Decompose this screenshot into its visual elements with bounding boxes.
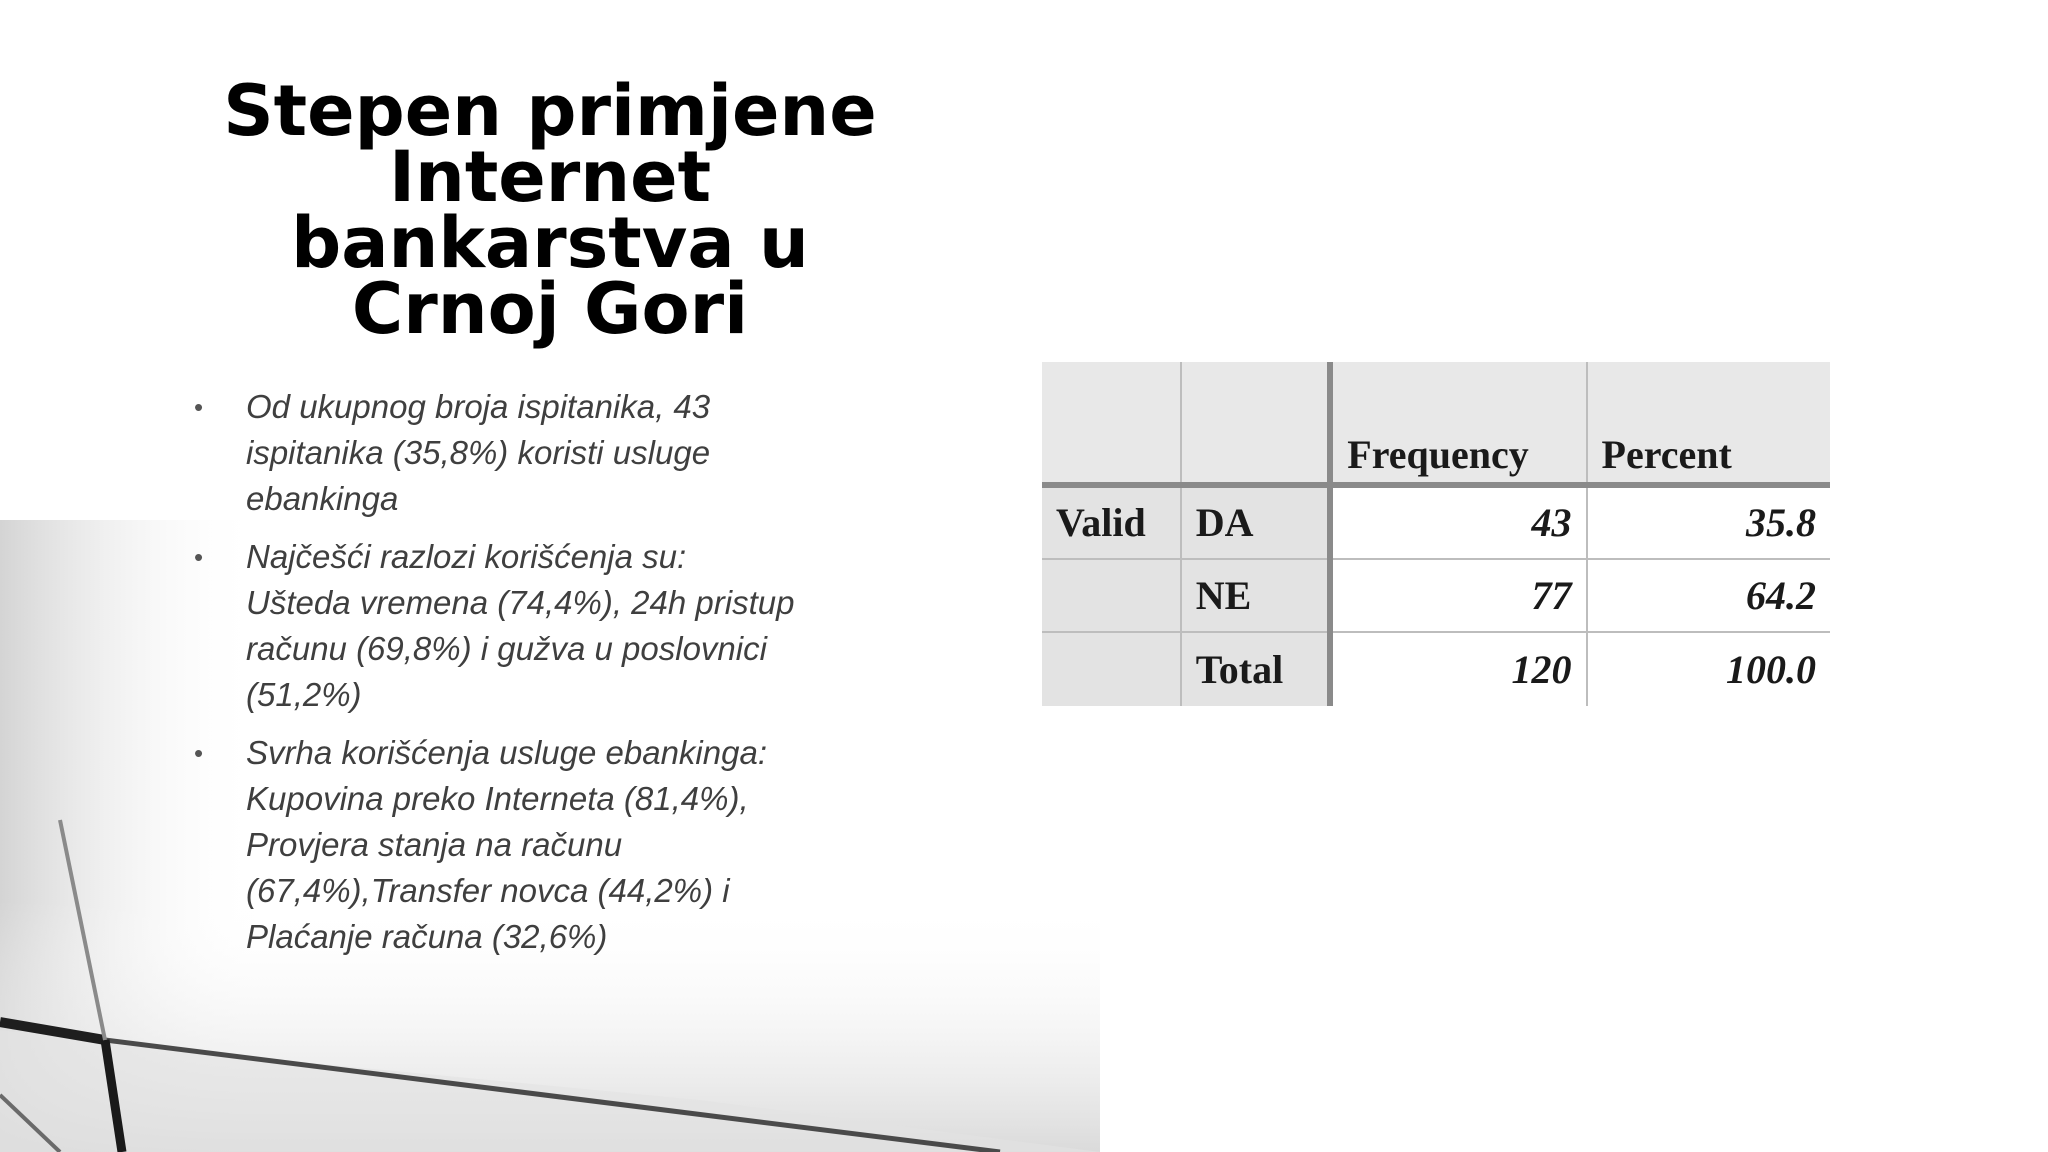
table-row — [1042, 485, 1830, 559]
table-cell: Valid — [1042, 485, 1181, 559]
bullet-list — [186, 384, 886, 972]
table-cell — [1042, 559, 1181, 633]
bullet-item — [186, 534, 886, 718]
frequency-table — [1042, 362, 1830, 706]
title-line: Crnoj Gori — [351, 268, 749, 350]
title-line: Stepen primjene — [223, 70, 877, 152]
table-cell: 64.2 — [1587, 559, 1830, 633]
bullet-dot-icon: • — [194, 542, 204, 572]
table-header-frequency: Frequency — [1330, 362, 1586, 485]
bullet-item — [186, 730, 886, 960]
bullet-dot-icon: • — [194, 738, 204, 768]
bullet-dot-icon: • — [194, 392, 204, 422]
title-line: bankarstva u — [291, 202, 809, 284]
table-cell: 100.0 — [1587, 632, 1830, 706]
bullet-item — [186, 384, 886, 522]
table-cell — [1042, 632, 1181, 706]
table-cell: 77 — [1330, 559, 1586, 633]
table-header-cell — [1181, 362, 1330, 485]
table-cell: 120 — [1330, 632, 1586, 706]
table-row — [1042, 632, 1830, 706]
table-cell: NE — [1181, 559, 1330, 633]
table-row — [1042, 559, 1830, 633]
table-header-cell — [1042, 362, 1181, 485]
table-cell: DA — [1181, 485, 1330, 559]
bullet-text: Svrha korišćenja usluge ebankinga: Kupovina preko Interneta (81,4%), Provjera stanja na računu (67,4%),Transfer novca (44,2%) i Plaćanje računa (32,6%) — [246, 734, 767, 955]
bullet-text: Od ukupnog broja ispitanika, 43 ispitanika (35,8%) koristi usluge ebankinga — [246, 388, 711, 517]
table-cell: 35.8 — [1587, 485, 1830, 559]
title-line: Internet — [388, 136, 712, 218]
table-header-percent: Percent — [1587, 362, 1830, 485]
bullet-text: Najčešći razlozi korišćenja su: Ušteda vremena (74,4%), 24h pristup računu (69,8%) i gužva u poslovnici (51,2%) — [246, 538, 795, 713]
table-cell: Total — [1181, 632, 1330, 706]
table-cell: 43 — [1330, 485, 1586, 559]
slide-title — [200, 70, 900, 350]
table-header-row — [1042, 362, 1830, 485]
